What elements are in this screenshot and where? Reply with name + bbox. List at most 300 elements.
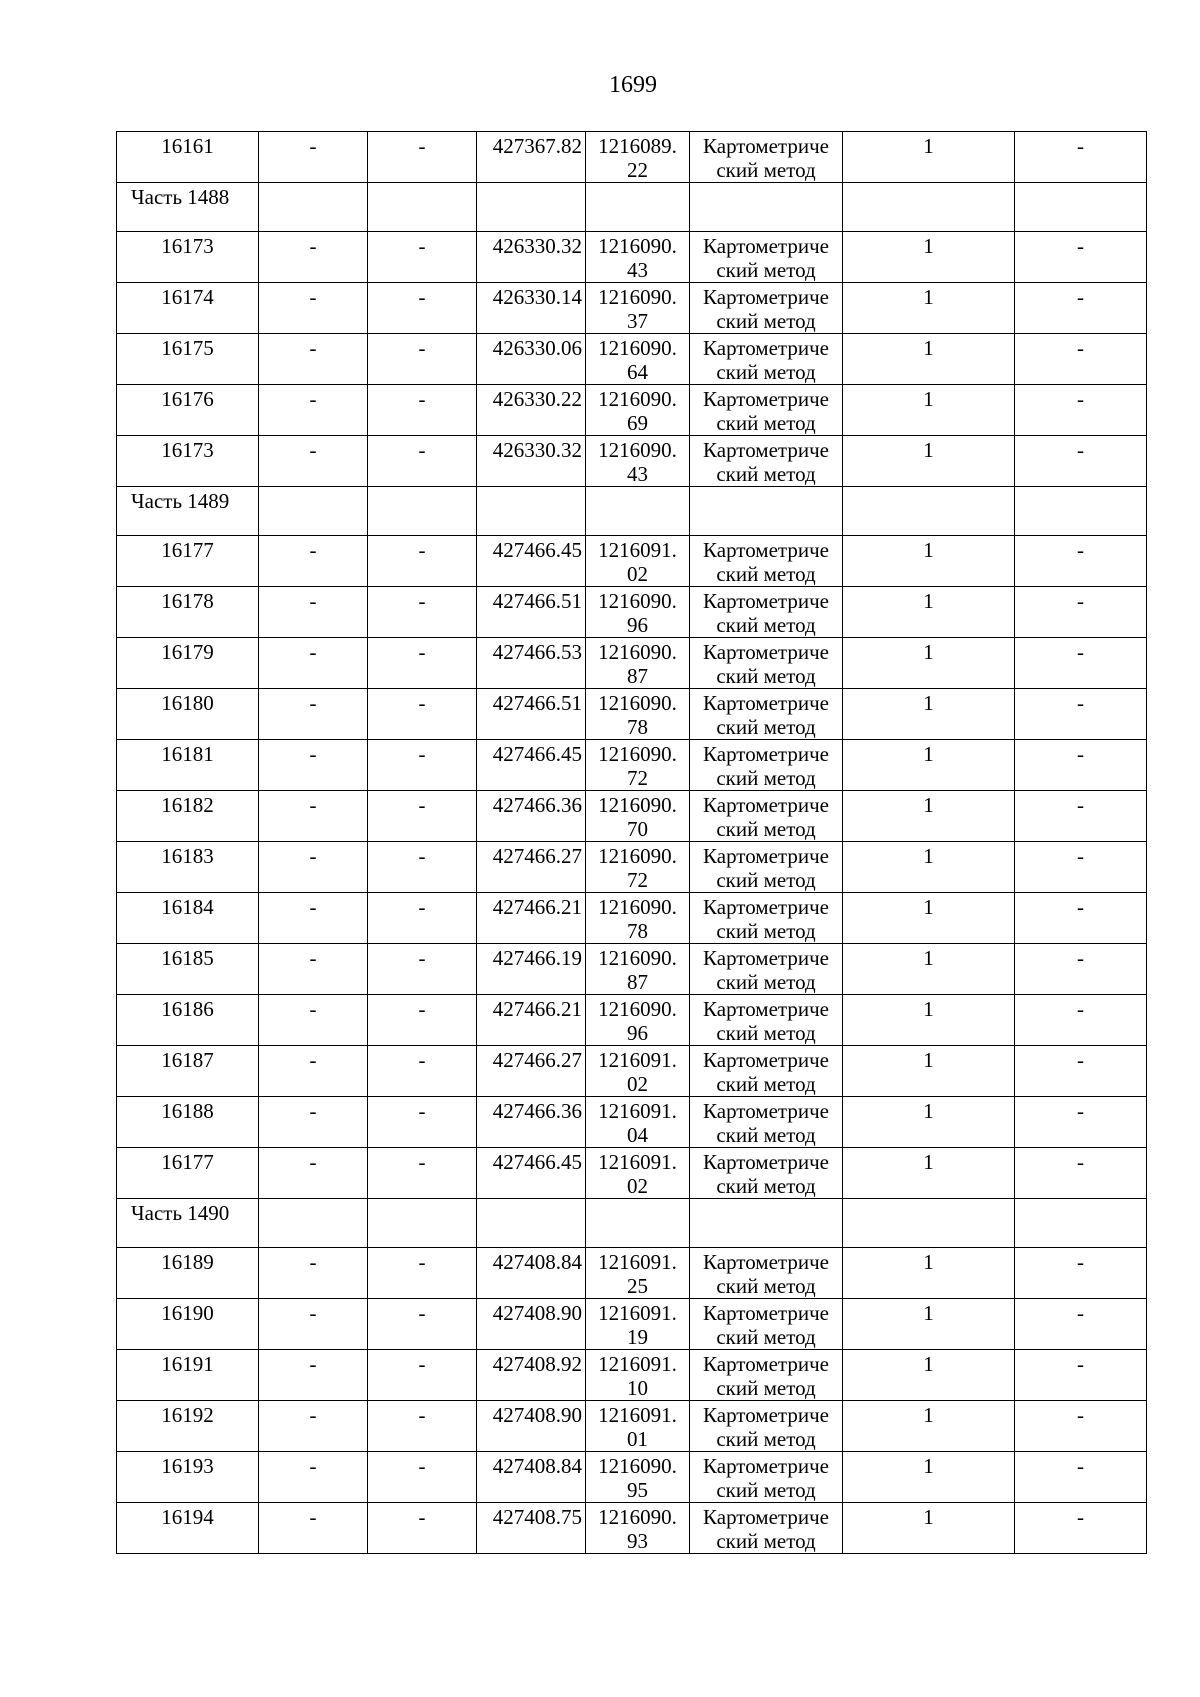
table-row [117, 232, 1147, 283]
accuracy-cell: 1 [843, 1452, 1015, 1503]
dash-cell: - [1015, 1046, 1147, 1097]
table-row [117, 995, 1147, 1046]
y-coordinate-cell-line-2: 02 [627, 1174, 648, 1198]
y-coordinate-cell [586, 842, 690, 893]
method-cell-line-1: Картометриче [703, 1505, 829, 1529]
x-coordinate-cell: 427466.19 [477, 944, 586, 995]
dash-cell: - [368, 638, 477, 689]
y-coordinate-cell-line-1: 1216091. [598, 1099, 677, 1123]
empty-cell [1015, 183, 1147, 232]
method-cell-line-2: ский метод [716, 1274, 816, 1298]
point-number-cell: 16191 [117, 1350, 259, 1401]
accuracy-cell: 1 [843, 791, 1015, 842]
x-coordinate-cell: 427466.45 [477, 1148, 586, 1199]
y-coordinate-cell [586, 1401, 690, 1452]
method-cell-line-2: ский метод [716, 664, 816, 688]
method-cell [690, 791, 843, 842]
table-row [117, 740, 1147, 791]
table-row [117, 1299, 1147, 1350]
point-number-cell: 16184 [117, 893, 259, 944]
accuracy-cell: 1 [843, 1350, 1015, 1401]
y-coordinate-cell-line-2: 02 [627, 1072, 648, 1096]
method-cell [690, 1401, 843, 1452]
method-cell [690, 638, 843, 689]
dash-cell: - [368, 283, 477, 334]
y-coordinate-cell-line-1: 1216090. [598, 844, 677, 868]
dash-cell: - [368, 1046, 477, 1097]
dash-cell: - [1015, 436, 1147, 487]
dash-cell: - [259, 995, 368, 1046]
dash-cell: - [368, 1097, 477, 1148]
y-coordinate-cell-line-1: 1216091. [598, 1301, 677, 1325]
point-number-cell: 16188 [117, 1097, 259, 1148]
dash-cell: - [259, 334, 368, 385]
dash-cell: - [259, 893, 368, 944]
y-coordinate-cell [586, 1503, 690, 1554]
y-coordinate-cell [586, 334, 690, 385]
method-cell [690, 1452, 843, 1503]
y-coordinate-cell-line-1: 1216090. [598, 895, 677, 919]
accuracy-cell: 1 [843, 536, 1015, 587]
dash-cell: - [368, 536, 477, 587]
dash-cell: - [259, 1401, 368, 1452]
y-coordinate-cell-line-2: 19 [627, 1325, 648, 1349]
x-coordinate-cell: 426330.32 [477, 436, 586, 487]
method-cell-line-1: Картометриче [703, 1454, 829, 1478]
x-coordinate-cell: 426330.06 [477, 334, 586, 385]
x-coordinate-cell: 426330.32 [477, 232, 586, 283]
y-coordinate-cell-line-1: 1216090. [598, 742, 677, 766]
point-number-cell: 16180 [117, 689, 259, 740]
point-number-cell: 16186 [117, 995, 259, 1046]
dash-cell: - [1015, 587, 1147, 638]
empty-cell [477, 1199, 586, 1248]
y-coordinate-cell-line-2: 69 [627, 411, 648, 435]
point-number-cell: 16190 [117, 1299, 259, 1350]
y-coordinate-cell-line-1: 1216090. [598, 640, 677, 664]
method-cell-line-1: Картометриче [703, 793, 829, 817]
method-cell-line-2: ский метод [716, 1325, 816, 1349]
dash-cell: - [259, 1046, 368, 1097]
empty-cell [1015, 487, 1147, 536]
dash-cell: - [1015, 944, 1147, 995]
method-cell-line-1: Картометриче [703, 997, 829, 1021]
dash-cell: - [368, 1299, 477, 1350]
empty-cell [259, 183, 368, 232]
dash-cell: - [368, 436, 477, 487]
dash-cell: - [259, 842, 368, 893]
y-coordinate-cell [586, 740, 690, 791]
empty-cell [259, 1199, 368, 1248]
method-cell [690, 587, 843, 638]
accuracy-cell: 1 [843, 1148, 1015, 1199]
point-number-cell: 16187 [117, 1046, 259, 1097]
x-coordinate-cell: 427408.75 [477, 1503, 586, 1554]
method-cell-line-2: ский метод [716, 766, 816, 790]
point-number-cell: 16177 [117, 536, 259, 587]
dash-cell: - [259, 1503, 368, 1554]
y-coordinate-cell-line-1: 1216090. [598, 336, 677, 360]
method-cell-line-1: Картометриче [703, 1250, 829, 1274]
method-cell [690, 385, 843, 436]
y-coordinate-cell-line-1: 1216090. [598, 946, 677, 970]
method-cell-line-1: Картометриче [703, 742, 829, 766]
y-coordinate-cell [586, 791, 690, 842]
table-row [117, 1097, 1147, 1148]
method-cell-line-2: ский метод [716, 613, 816, 637]
empty-cell [586, 487, 690, 536]
point-number-cell: 16181 [117, 740, 259, 791]
method-cell-line-2: ский метод [716, 360, 816, 384]
method-cell-line-2: ский метод [716, 868, 816, 892]
empty-cell [690, 487, 843, 536]
point-number-cell: 16179 [117, 638, 259, 689]
dash-cell: - [1015, 536, 1147, 587]
method-cell-line-1: Картометриче [703, 895, 829, 919]
method-cell [690, 1148, 843, 1199]
point-number-cell: 16183 [117, 842, 259, 893]
y-coordinate-cell [586, 385, 690, 436]
y-coordinate-cell-line-2: 87 [627, 664, 648, 688]
method-cell-line-2: ский метод [716, 462, 816, 486]
y-coordinate-cell-line-2: 43 [627, 462, 648, 486]
accuracy-cell: 1 [843, 1503, 1015, 1554]
dash-cell: - [1015, 385, 1147, 436]
dash-cell: - [1015, 842, 1147, 893]
empty-cell [368, 487, 477, 536]
method-cell [690, 334, 843, 385]
method-cell-line-1: Картометриче [703, 1301, 829, 1325]
dash-cell: - [368, 385, 477, 436]
point-number-cell: 16178 [117, 587, 259, 638]
point-number-cell: 16176 [117, 385, 259, 436]
y-coordinate-cell [586, 1350, 690, 1401]
dash-cell: - [259, 1452, 368, 1503]
accuracy-cell: 1 [843, 1046, 1015, 1097]
method-cell [690, 232, 843, 283]
dash-cell: - [259, 1248, 368, 1299]
table-row [117, 587, 1147, 638]
table-row [117, 1452, 1147, 1503]
y-coordinate-cell [586, 638, 690, 689]
dash-cell: - [368, 1148, 477, 1199]
x-coordinate-cell: 427466.27 [477, 842, 586, 893]
accuracy-cell: 1 [843, 587, 1015, 638]
y-coordinate-cell [586, 689, 690, 740]
y-coordinate-cell [586, 944, 690, 995]
table-row [117, 1401, 1147, 1452]
method-cell [690, 1299, 843, 1350]
method-cell-line-2: ский метод [716, 1478, 816, 1502]
dash-cell: - [368, 995, 477, 1046]
section-row [117, 487, 1147, 536]
method-cell [690, 842, 843, 893]
dash-cell: - [1015, 1401, 1147, 1452]
y-coordinate-cell-line-1: 1216091. [598, 538, 677, 562]
y-coordinate-cell-line-2: 72 [627, 868, 648, 892]
accuracy-cell: 1 [843, 638, 1015, 689]
method-cell-line-2: ский метод [716, 1123, 816, 1147]
section-row [117, 183, 1147, 232]
method-cell-line-2: ский метод [716, 411, 816, 435]
y-coordinate-cell-line-2: 64 [627, 360, 648, 384]
empty-cell [259, 487, 368, 536]
y-coordinate-cell-line-2: 10 [627, 1376, 648, 1400]
table-row [117, 132, 1147, 183]
empty-cell [586, 183, 690, 232]
accuracy-cell: 1 [843, 1299, 1015, 1350]
method-cell [690, 689, 843, 740]
point-number-cell: 16185 [117, 944, 259, 995]
method-cell-line-2: ский метод [716, 158, 816, 182]
dash-cell: - [368, 334, 477, 385]
dash-cell: - [1015, 638, 1147, 689]
accuracy-cell: 1 [843, 944, 1015, 995]
dash-cell: - [368, 689, 477, 740]
section-label: Часть 1489 [117, 487, 259, 536]
dash-cell: - [1015, 1503, 1147, 1554]
y-coordinate-cell [586, 995, 690, 1046]
dash-cell: - [1015, 132, 1147, 183]
method-cell-line-1: Картометриче [703, 234, 829, 258]
y-coordinate-cell-line-2: 04 [627, 1123, 648, 1147]
table-row [117, 893, 1147, 944]
dash-cell: - [259, 944, 368, 995]
method-cell-line-2: ский метод [716, 715, 816, 739]
y-coordinate-cell-line-1: 1216090. [598, 1505, 677, 1529]
y-coordinate-cell [586, 1097, 690, 1148]
section-label: Часть 1490 [117, 1199, 259, 1248]
point-number-cell: 16173 [117, 436, 259, 487]
method-cell [690, 1248, 843, 1299]
method-cell-line-2: ский метод [716, 1072, 816, 1096]
coordinates-table [116, 131, 1147, 1554]
method-cell [690, 132, 843, 183]
accuracy-cell: 1 [843, 132, 1015, 183]
y-coordinate-cell [586, 587, 690, 638]
y-coordinate-cell-line-1: 1216090. [598, 997, 677, 1021]
y-coordinate-cell-line-2: 72 [627, 766, 648, 790]
y-coordinate-cell-line-1: 1216090. [598, 285, 677, 309]
y-coordinate-cell-line-1: 1216090. [598, 438, 677, 462]
table-body [117, 132, 1147, 1554]
accuracy-cell: 1 [843, 232, 1015, 283]
dash-cell: - [368, 740, 477, 791]
x-coordinate-cell: 427408.90 [477, 1299, 586, 1350]
x-coordinate-cell: 427466.45 [477, 536, 586, 587]
method-cell-line-2: ский метод [716, 1427, 816, 1451]
table-row [117, 436, 1147, 487]
method-cell-line-2: ский метод [716, 562, 816, 586]
method-cell-line-1: Картометриче [703, 336, 829, 360]
y-coordinate-cell-line-2: 93 [627, 1529, 648, 1553]
dash-cell: - [1015, 1350, 1147, 1401]
accuracy-cell: 1 [843, 436, 1015, 487]
method-cell-line-2: ский метод [716, 1174, 816, 1198]
method-cell [690, 283, 843, 334]
table-row [117, 1148, 1147, 1199]
x-coordinate-cell: 427466.21 [477, 893, 586, 944]
dash-cell: - [259, 1097, 368, 1148]
y-coordinate-cell-line-2: 01 [627, 1427, 648, 1451]
accuracy-cell: 1 [843, 842, 1015, 893]
dash-cell: - [368, 1350, 477, 1401]
y-coordinate-cell-line-1: 1216090. [598, 691, 677, 715]
method-cell [690, 995, 843, 1046]
dash-cell: - [1015, 1148, 1147, 1199]
y-coordinate-cell-line-2: 25 [627, 1274, 648, 1298]
accuracy-cell: 1 [843, 1248, 1015, 1299]
dash-cell: - [259, 132, 368, 183]
y-coordinate-cell-line-1: 1216091. [598, 1150, 677, 1174]
y-coordinate-cell-line-1: 1216090. [598, 793, 677, 817]
method-cell [690, 1097, 843, 1148]
empty-cell [690, 1199, 843, 1248]
point-number-cell: 16175 [117, 334, 259, 385]
table-row [117, 1503, 1147, 1554]
x-coordinate-cell: 427466.51 [477, 587, 586, 638]
accuracy-cell: 1 [843, 689, 1015, 740]
empty-cell [843, 183, 1015, 232]
empty-cell [368, 183, 477, 232]
accuracy-cell: 1 [843, 334, 1015, 385]
x-coordinate-cell: 427367.82 [477, 132, 586, 183]
accuracy-cell: 1 [843, 385, 1015, 436]
empty-cell [843, 1199, 1015, 1248]
method-cell-line-1: Картометриче [703, 640, 829, 664]
dash-cell: - [259, 283, 368, 334]
method-cell [690, 740, 843, 791]
y-coordinate-cell-line-2: 02 [627, 562, 648, 586]
accuracy-cell: 1 [843, 893, 1015, 944]
dash-cell: - [368, 842, 477, 893]
method-cell-line-1: Картометриче [703, 946, 829, 970]
y-coordinate-cell-line-1: 1216091. [598, 1352, 677, 1376]
table-row [117, 1248, 1147, 1299]
table-row [117, 385, 1147, 436]
y-coordinate-cell-line-1: 1216089. [598, 134, 677, 158]
method-cell [690, 1046, 843, 1097]
method-cell-line-2: ский метод [716, 1376, 816, 1400]
empty-cell [1015, 1199, 1147, 1248]
y-coordinate-cell [586, 1299, 690, 1350]
dash-cell: - [368, 1401, 477, 1452]
dash-cell: - [368, 232, 477, 283]
y-coordinate-cell-line-2: 43 [627, 258, 648, 282]
accuracy-cell: 1 [843, 995, 1015, 1046]
y-coordinate-cell-line-2: 78 [627, 919, 648, 943]
table-row [117, 536, 1147, 587]
method-cell-line-1: Картометриче [703, 1403, 829, 1427]
empty-cell [843, 487, 1015, 536]
method-cell-line-1: Картометриче [703, 285, 829, 309]
method-cell-line-1: Картометриче [703, 691, 829, 715]
dash-cell: - [368, 1248, 477, 1299]
table-row [117, 1046, 1147, 1097]
accuracy-cell: 1 [843, 1097, 1015, 1148]
table-row [117, 791, 1147, 842]
table-row [117, 638, 1147, 689]
table-row [117, 1350, 1147, 1401]
y-coordinate-cell [586, 536, 690, 587]
method-cell-line-2: ский метод [716, 919, 816, 943]
method-cell-line-1: Картометриче [703, 1150, 829, 1174]
y-coordinate-cell-line-2: 37 [627, 309, 648, 333]
table-row [117, 689, 1147, 740]
y-coordinate-cell-line-1: 1216091. [598, 1250, 677, 1274]
x-coordinate-cell: 427466.53 [477, 638, 586, 689]
dash-cell: - [368, 893, 477, 944]
method-cell-line-2: ский метод [716, 817, 816, 841]
y-coordinate-cell-line-2: 22 [627, 158, 648, 182]
dash-cell: - [1015, 232, 1147, 283]
method-cell-line-1: Картометриче [703, 1352, 829, 1376]
y-coordinate-cell [586, 283, 690, 334]
dash-cell: - [1015, 334, 1147, 385]
method-cell [690, 1350, 843, 1401]
point-number-cell: 16174 [117, 283, 259, 334]
point-number-cell: 16177 [117, 1148, 259, 1199]
y-coordinate-cell [586, 232, 690, 283]
dash-cell: - [1015, 893, 1147, 944]
y-coordinate-cell-line-1: 1216091. [598, 1048, 677, 1072]
table-row [117, 334, 1147, 385]
y-coordinate-cell-line-2: 96 [627, 613, 648, 637]
point-number-cell: 16193 [117, 1452, 259, 1503]
point-number-cell: 16161 [117, 132, 259, 183]
point-number-cell: 16189 [117, 1248, 259, 1299]
y-coordinate-cell-line-2: 87 [627, 970, 648, 994]
y-coordinate-cell [586, 132, 690, 183]
point-number-cell: 16194 [117, 1503, 259, 1554]
method-cell-line-1: Картометриче [703, 1048, 829, 1072]
point-number-cell: 16192 [117, 1401, 259, 1452]
method-cell-line-2: ский метод [716, 970, 816, 994]
dash-cell: - [259, 740, 368, 791]
dash-cell: - [1015, 1248, 1147, 1299]
dash-cell: - [1015, 1452, 1147, 1503]
y-coordinate-cell-line-2: 96 [627, 1021, 648, 1045]
x-coordinate-cell: 427408.84 [477, 1452, 586, 1503]
x-coordinate-cell: 427408.90 [477, 1401, 586, 1452]
dash-cell: - [1015, 1097, 1147, 1148]
method-cell-line-1: Картометриче [703, 589, 829, 613]
empty-cell [477, 183, 586, 232]
dash-cell: - [259, 791, 368, 842]
dash-cell: - [259, 587, 368, 638]
dash-cell: - [1015, 995, 1147, 1046]
method-cell-line-2: ский метод [716, 1529, 816, 1553]
empty-cell [586, 1199, 690, 1248]
x-coordinate-cell: 427408.84 [477, 1248, 586, 1299]
method-cell-line-1: Картометриче [703, 538, 829, 562]
dash-cell: - [259, 232, 368, 283]
dash-cell: - [259, 536, 368, 587]
method-cell-line-1: Картометриче [703, 387, 829, 411]
y-coordinate-cell [586, 1248, 690, 1299]
dash-cell: - [368, 944, 477, 995]
dash-cell: - [1015, 689, 1147, 740]
point-number-cell: 16173 [117, 232, 259, 283]
dash-cell: - [1015, 1299, 1147, 1350]
dash-cell: - [368, 1503, 477, 1554]
method-cell [690, 893, 843, 944]
method-cell [690, 536, 843, 587]
section-label: Часть 1488 [117, 183, 259, 232]
y-coordinate-cell-line-1: 1216090. [598, 589, 677, 613]
method-cell-line-1: Картометриче [703, 438, 829, 462]
empty-cell [477, 487, 586, 536]
